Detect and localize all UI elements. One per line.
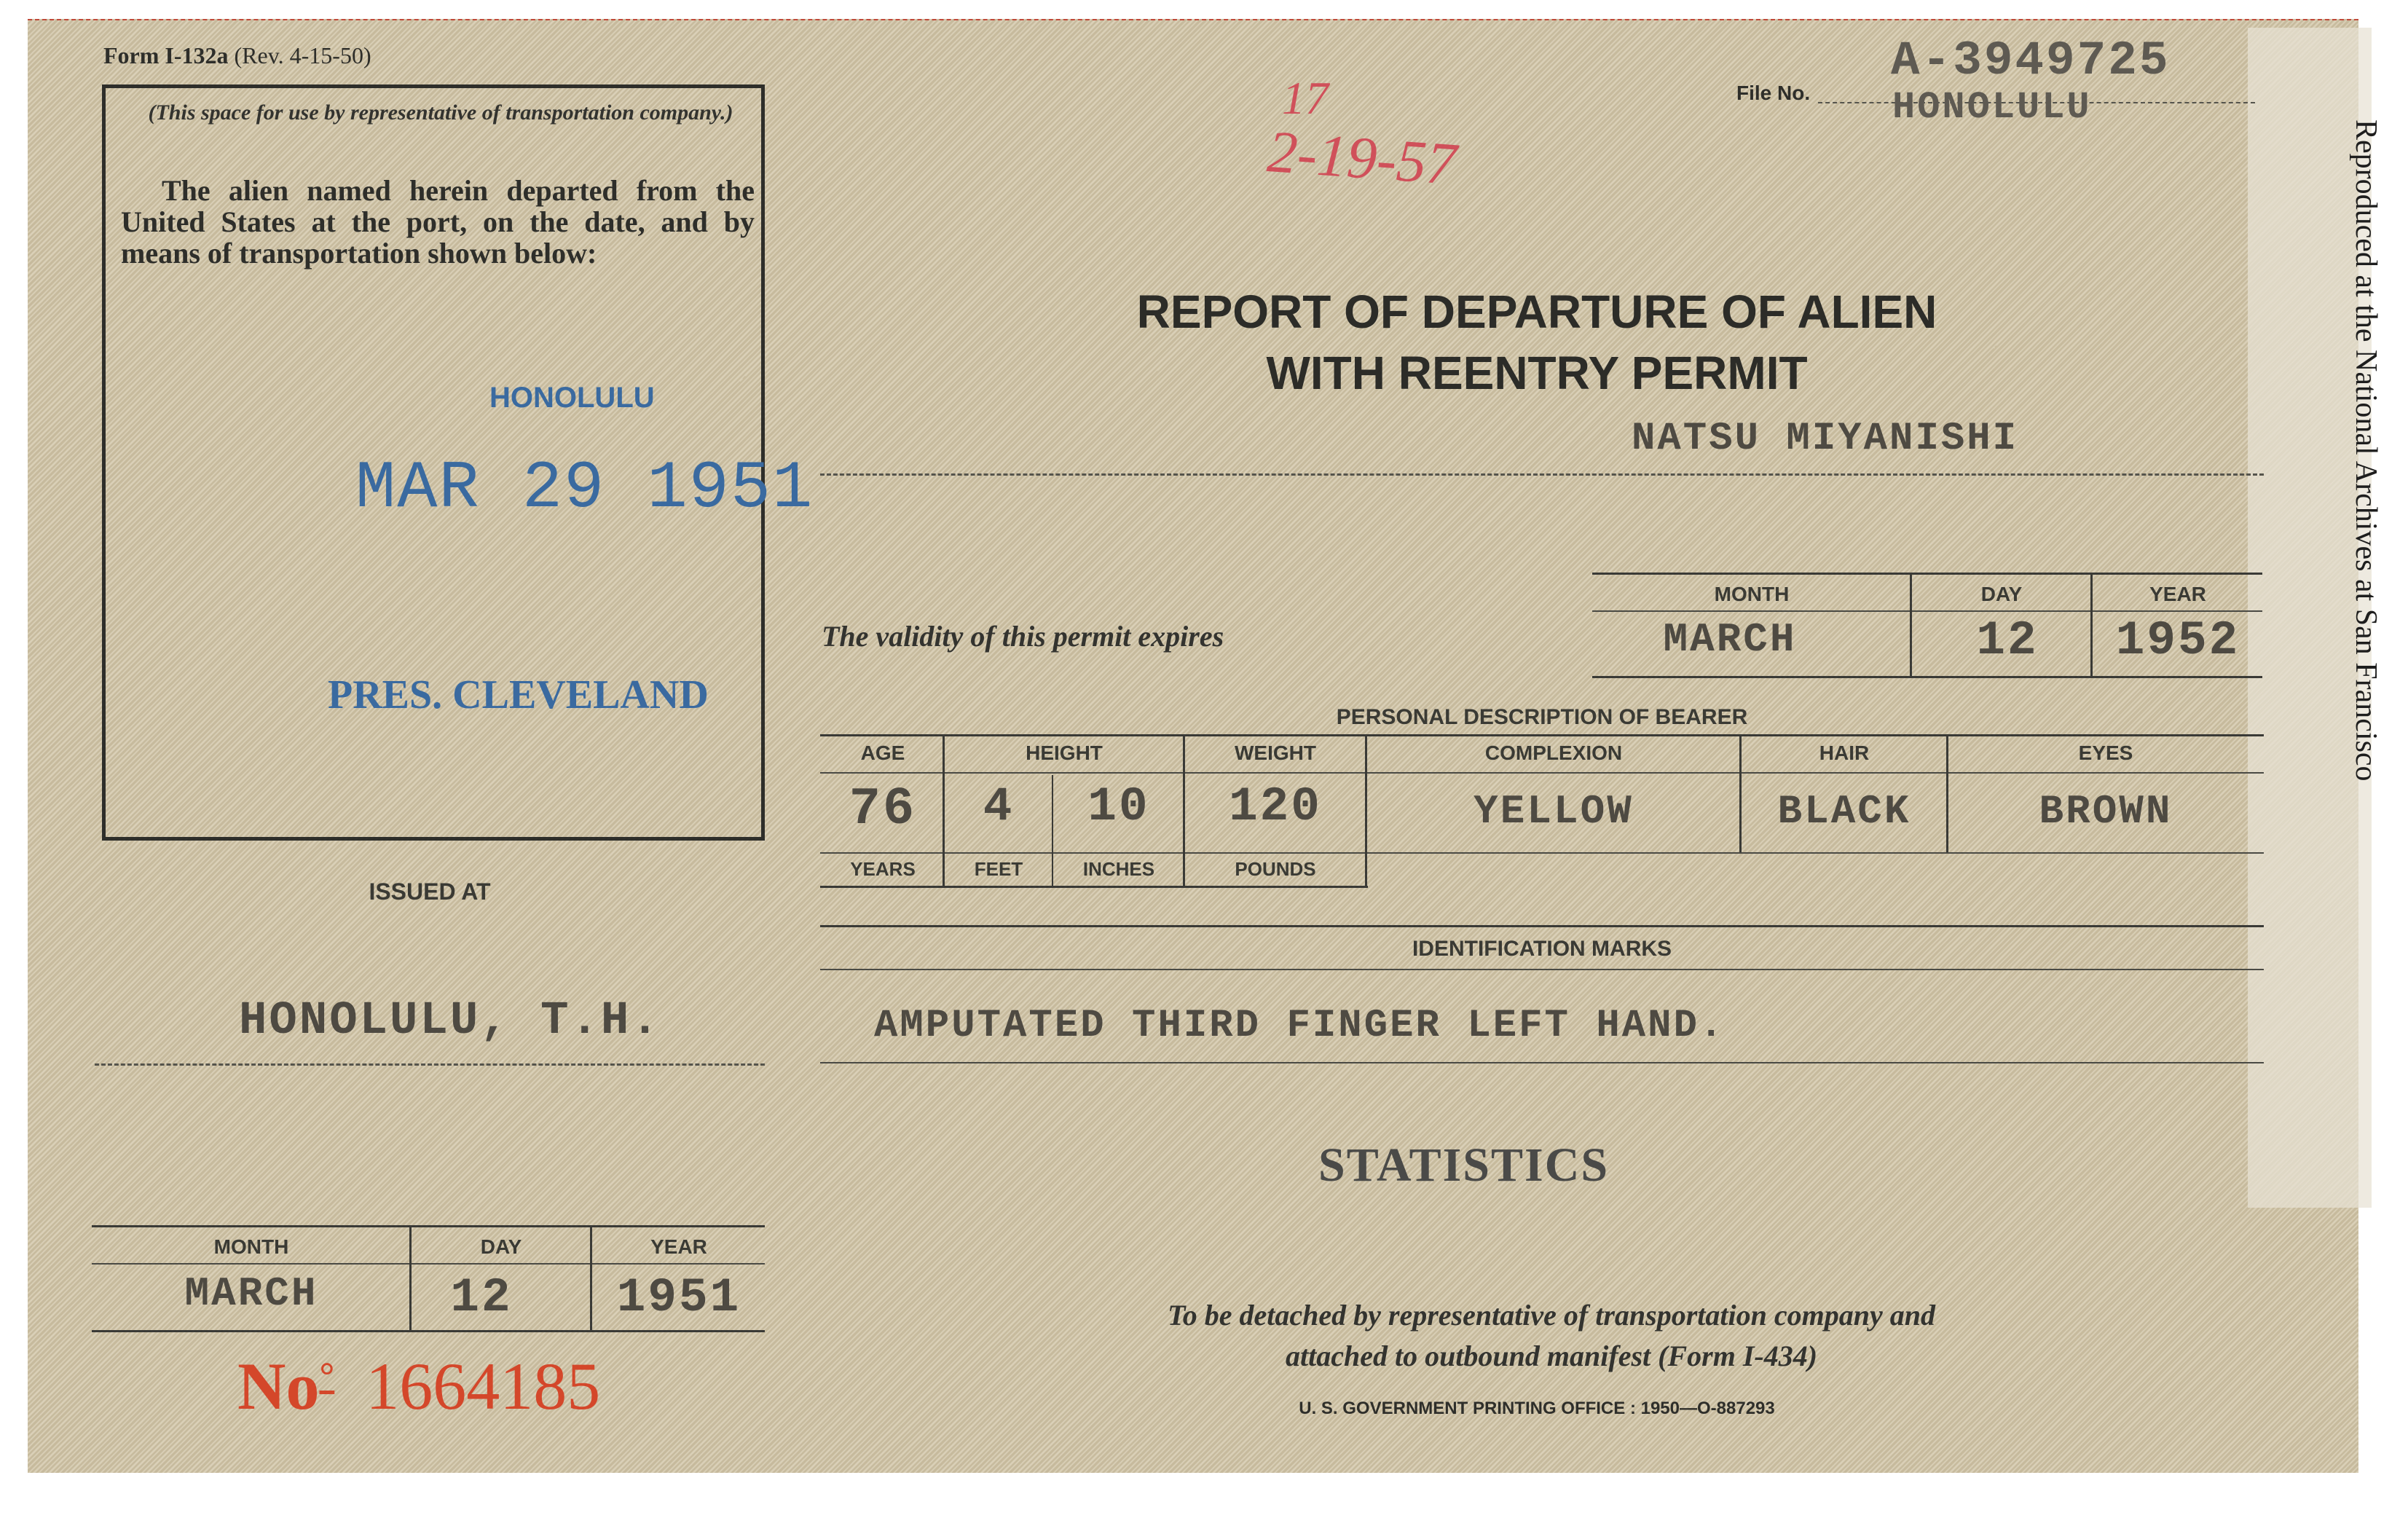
- issued-month-label: MONTH: [213, 1235, 289, 1258]
- complexion-label: COMPLEXION: [1484, 742, 1623, 764]
- hair-label: HAIR: [1819, 742, 1870, 764]
- form-title-line-1: REPORT OF DEPARTURE OF ALIEN: [1136, 286, 1937, 338]
- eyes-value: BROWN: [2039, 788, 2173, 835]
- form-revision: (Rev. 4-15-50): [234, 42, 371, 68]
- validity-text: The validity of this permit expires: [822, 620, 1224, 653]
- stamp-port: HONOLULU: [489, 382, 655, 414]
- serial-number: [237, 1340, 600, 1423]
- transport-box-note: (This space for use by representative of transportation company.): [148, 101, 733, 125]
- transport-box-body: The alien named herein departed from the United States at the port, on the date, and by means of transportation shown below:: [121, 174, 755, 270]
- serial-prefix-dot: °: [319, 1356, 335, 1397]
- file-number: A-3949725: [1891, 34, 2171, 88]
- footer-instructions: [874, 1295, 2229, 1377]
- footer-line-1: To be detached by representative of transportation company and: [1167, 1299, 1936, 1332]
- annotation-line-2: 2-19-57: [1265, 118, 1459, 197]
- age-value: 76: [849, 779, 917, 839]
- annotation-line-1: 17: [1282, 72, 1329, 124]
- description-divider-complexion: [1739, 736, 1742, 852]
- footer-line-2: attached to outbound manifest (Form I-434): [1285, 1340, 1818, 1372]
- identification-mid-rule: [820, 969, 2264, 970]
- issued-date-divider-2: [590, 1227, 592, 1330]
- issued-date-top-rule: [92, 1225, 765, 1227]
- validity-year-label: YEAR: [2149, 583, 2206, 605]
- description-unit-rule: [820, 852, 1368, 854]
- serial-value: 1664185: [366, 1349, 601, 1423]
- validity-month: MARCH: [1663, 616, 1797, 663]
- issued-day-label: DAY: [480, 1235, 522, 1258]
- description-divider-feet: [1052, 775, 1053, 886]
- height-inches-value: 10: [1087, 779, 1150, 834]
- alien-name: NATSU MIYANISHI: [1632, 417, 2019, 461]
- form-number-line: [103, 42, 371, 69]
- form-title-line-2: WITH REENTRY PERMIT: [1266, 347, 1808, 399]
- validity-mid-rule: [1592, 610, 2262, 612]
- form-number: Form I-132a: [103, 42, 229, 68]
- description-bottom-rule: [820, 886, 1368, 888]
- validity-year: 1952: [2115, 613, 2240, 668]
- complexion-value: YELLOW: [1473, 788, 1634, 835]
- height-feet-value: 4: [983, 779, 1015, 834]
- file-no-label: File No.: [1736, 82, 1811, 104]
- issued-year-label: YEAR: [650, 1235, 707, 1258]
- age-label: AGE: [860, 742, 905, 764]
- statistics-stamp: STATISTICS: [1318, 1138, 1610, 1192]
- issued-date-mid-rule: [92, 1263, 765, 1265]
- issued-place-rule: [95, 1063, 765, 1066]
- hair-value: BLACK: [1777, 788, 1911, 835]
- height-label: HEIGHT: [1026, 742, 1103, 764]
- eyes-label: EYES: [2078, 742, 2133, 764]
- description-value-rule: [1368, 852, 2264, 854]
- name-rule: [820, 473, 2264, 476]
- description-divider-weight: [1365, 736, 1367, 886]
- age-unit: YEARS: [850, 858, 916, 880]
- weight-unit: POUNDS: [1235, 858, 1316, 880]
- issued-day: 12: [450, 1270, 513, 1325]
- stamp-vessel: PRES. CLEVELAND: [328, 672, 709, 717]
- description-divider-age: [943, 736, 945, 886]
- validity-day: 12: [1976, 613, 2039, 668]
- validity-bottom-rule: [1592, 676, 2262, 678]
- issued-year: 1951: [616, 1270, 741, 1325]
- description-heading: PERSONAL DESCRIPTION OF BEARER: [1336, 705, 1748, 729]
- issued-at-label: ISSUED AT: [369, 878, 491, 905]
- stamp-date: MAR 29 1951: [355, 450, 814, 527]
- identification-marks: AMPUTATED THIRD FINGER LEFT HAND.: [874, 1004, 1726, 1048]
- validity-top-rule: [1592, 573, 2262, 575]
- serial-prefix: No: [237, 1349, 320, 1423]
- form-title: [969, 281, 2105, 404]
- printer-line: U. S. GOVERNMENT PRINTING OFFICE : 1950—O-887293: [1299, 1399, 1775, 1418]
- weight-label: WEIGHT: [1235, 742, 1316, 764]
- issued-date-divider-1: [409, 1227, 412, 1330]
- archive-note: Reproduced at the National Archives at San Francisco: [2349, 119, 2383, 782]
- validity-divider-1: [1910, 574, 1912, 676]
- validity-month-label: MONTH: [1714, 583, 1790, 605]
- feet-unit: FEET: [974, 858, 1023, 880]
- issued-date-bottom-rule: [92, 1330, 765, 1332]
- description-divider-hair: [1946, 736, 1948, 852]
- issued-month: MARCH: [184, 1270, 318, 1317]
- file-office: HONOLULU: [1892, 86, 2092, 129]
- description-label-rule: [820, 772, 2264, 774]
- inches-unit: INCHES: [1082, 858, 1155, 880]
- identification-top-rule: [820, 925, 2264, 927]
- validity-day-label: DAY: [1980, 583, 2023, 605]
- description-top-rule: [820, 734, 2264, 736]
- weight-value: 120: [1229, 779, 1322, 834]
- description-divider-height: [1183, 736, 1185, 886]
- identification-heading: IDENTIFICATION MARKS: [1412, 937, 1672, 961]
- identification-bottom-rule: [820, 1062, 2264, 1063]
- issued-place: HONOLULU, T.H.: [239, 995, 661, 1047]
